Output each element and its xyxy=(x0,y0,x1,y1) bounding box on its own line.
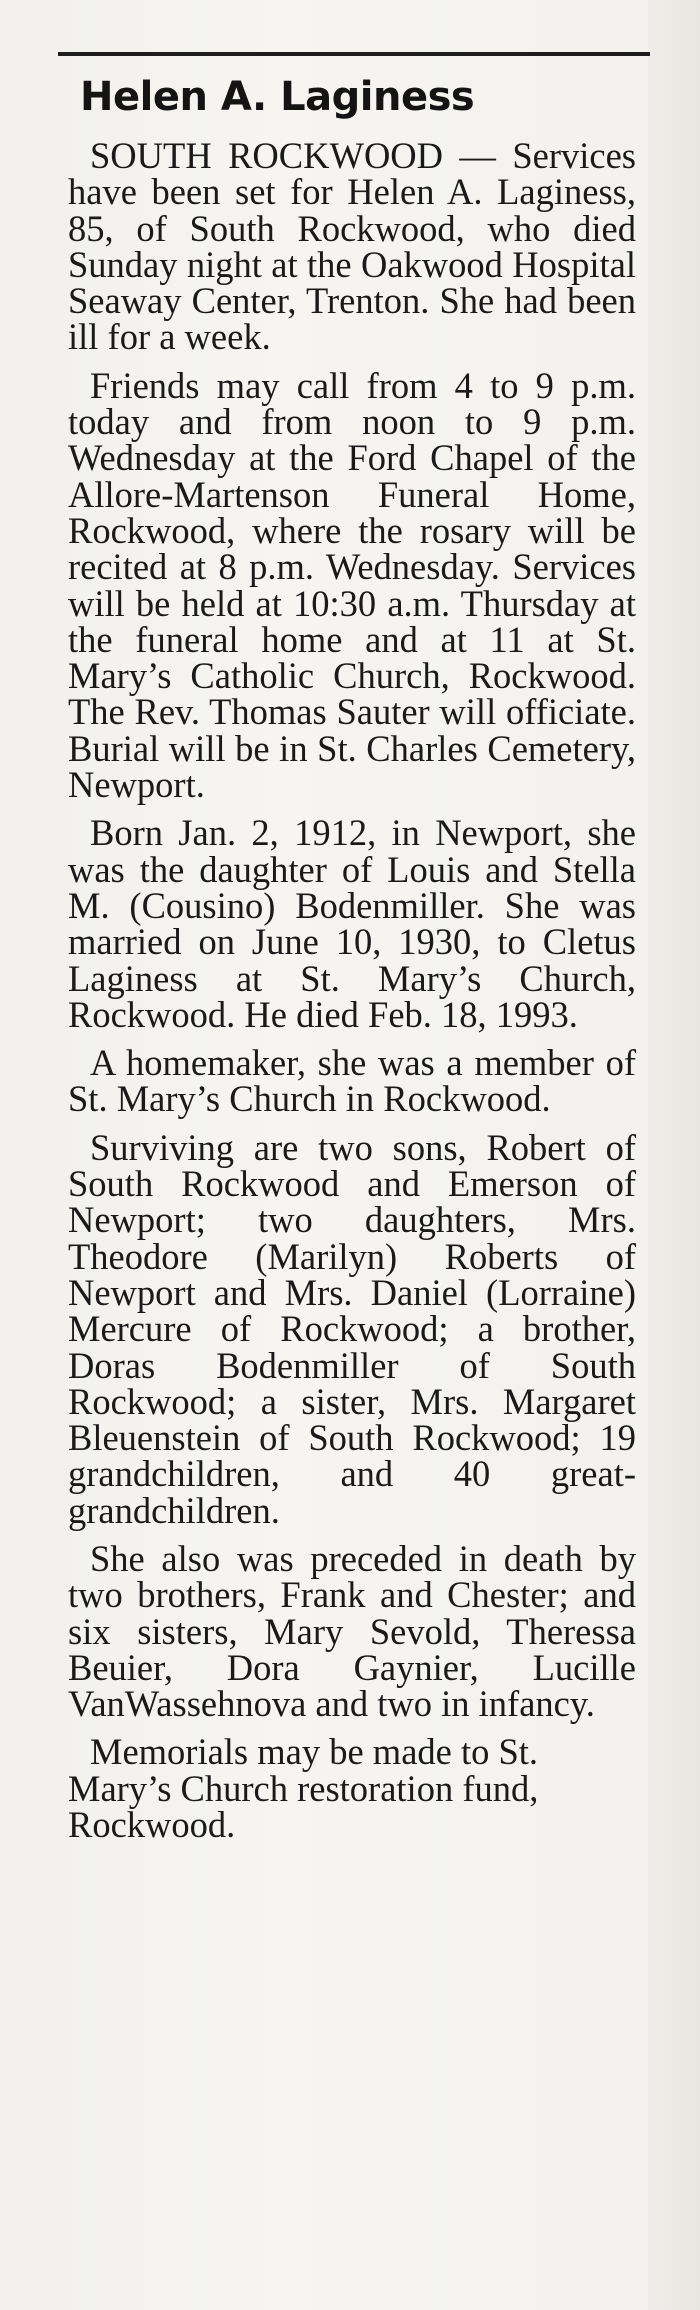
paragraph-visitation: Friends may call from 4 to 9 p.m. today and from noon to 9 p.m. Wednesday at the Ford Chapel of the Allore-Martenson Funeral Home, Rockwood, where the rosary will be recited at 8 p.m. Wednesday. Services will be held at 10:30 a.m. Thursday at the funeral home and at 11 at St. Mary’s Catholic Church, Rockwood. The Rev. Thomas Sauter will officiate. Burial will be in St. Charles Cemetery, Newport. xyxy=(68,364,636,806)
paragraph-preceded: She also was preceded in death by two brothers, Frank and Chester; and six sisters, Mary Sevold, Theressa Beuier, Dora Gaynier, Lucille VanWassehnova and two in infancy. xyxy=(68,1537,636,1725)
paragraph-memorials: Memorials may be made to St. Mary’s Church restoration fund, Rockwood. xyxy=(68,1731,539,1846)
paper-edge-strip xyxy=(648,0,700,2310)
paragraph-survivors: Surviving are two sons, Robert of South Rockwood and Emerson of Newport; two daughters, Mrs. Theodore (Marilyn) Roberts of Newport and Mrs. Daniel (Lorraine) Mercure of Rockwood; a brother, Doras Bodenmiller of South Rockwood; a sister, Mrs. Margaret Bleuenstein of South Rockwood; 19 grandchildren, and 40 great-grandchildren. xyxy=(68,1126,636,1531)
paragraph-announcement: SOUTH ROCKWOOD — Services have been set for Helen A. Laginess, 85, of South Rockwood, who died Sunday night at the Oakwood Hospital Seaway Center, Trenton. She had been ill for a week. xyxy=(68,135,636,358)
obituary-headline: Helen A. Laginess xyxy=(80,74,475,120)
paragraph-biography: Born Jan. 2, 1912, in Newport, she was the daughter of Louis and Stella M. (Cousino) Bodenmiller. She was married on June 10, 1930, to Cletus Laginess at St. Mary’s Church, Rockwood. He died Feb. 18, 1993. xyxy=(68,812,636,1035)
paragraph-occupation: A homemaker, she was a member of St. Mary’s Church in Rockwood. xyxy=(68,1042,636,1120)
obituary-body xyxy=(68,135,636,1855)
top-rule-divider xyxy=(58,52,650,56)
